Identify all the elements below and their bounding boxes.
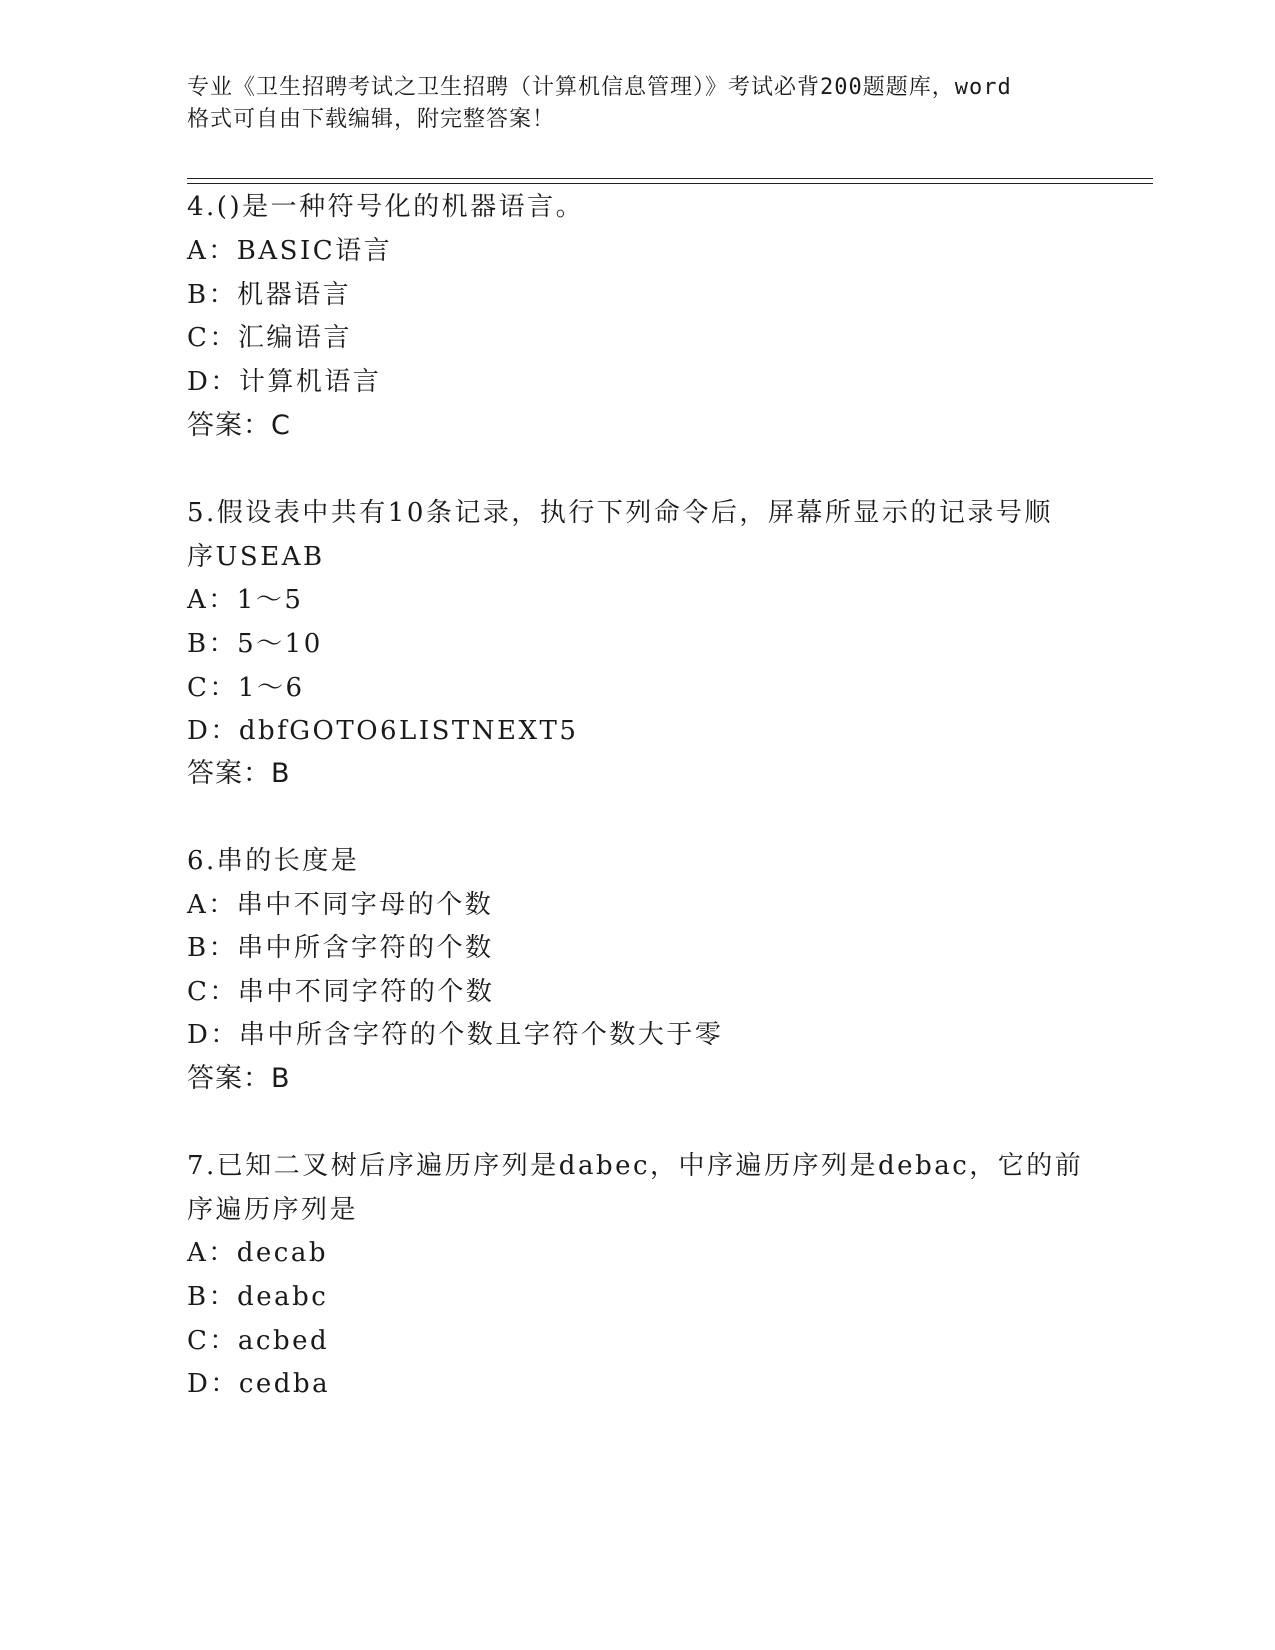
question-6-option-d: D：串中所含字符的个数且字符个数大于零 [187,1020,724,1050]
question-7-option-b: B：deabc [187,1282,329,1312]
question-5-stem-line-1: 5.假设表中共有10条记录，执行下列命令后，屏幕所显示的记录号顺 [187,498,1053,528]
header-line-2: 格式可自由下载编辑，附完整答案！ [187,107,556,132]
question-7-option-a: A：decab [187,1238,329,1268]
question-5-option-d: D：dbfGOTO6LISTNEXT5 [187,716,579,746]
header-line-1: 专业《卫生招聘考试之卫生招聘（计算机信息管理）》考试必背200题题库，word [187,75,1012,100]
question-5-stem-line-2: 序USEAB [187,542,325,572]
question-7-stem-line-2: 序遍历序列是 [187,1195,359,1225]
question-5-option-a: A：1～5 [187,585,304,615]
question-6-stem: 6.串的长度是 [187,846,360,876]
question-4-option-d: D：计算机语言 [187,367,382,397]
question-4-stem: 4.()是一种符号化的机器语言。 [187,192,585,222]
question-6-option-b: B：串中所含字符的个数 [187,933,494,963]
question-4-option-a: A：BASIC语言 [187,236,393,266]
question-7-stem-line-1: 7.已知二叉树后序遍历序列是dabec，中序遍历序列是debac，它的前 [187,1151,1084,1181]
header-rule-bottom [187,183,1153,184]
document-header [187,72,1087,136]
question-6-option-a: A：串中不同字母的个数 [187,890,494,920]
question-4-answer: 答案：C [187,410,291,441]
question-6-option-c: C：串中不同字符的个数 [187,977,495,1007]
question-7-option-d: D：cedba [187,1369,331,1399]
question-4-option-b: B：机器语言 [187,280,352,310]
question-4-option-c: C：汇编语言 [187,323,352,353]
question-5-answer: 答案：B [187,758,291,789]
question-5-option-b: B：5～10 [187,629,323,659]
question-6-answer: 答案：B [187,1063,291,1094]
header-rule-top [187,178,1153,179]
question-5-option-c: C：1～6 [187,673,305,703]
question-7-option-c: C：acbed [187,1326,330,1356]
